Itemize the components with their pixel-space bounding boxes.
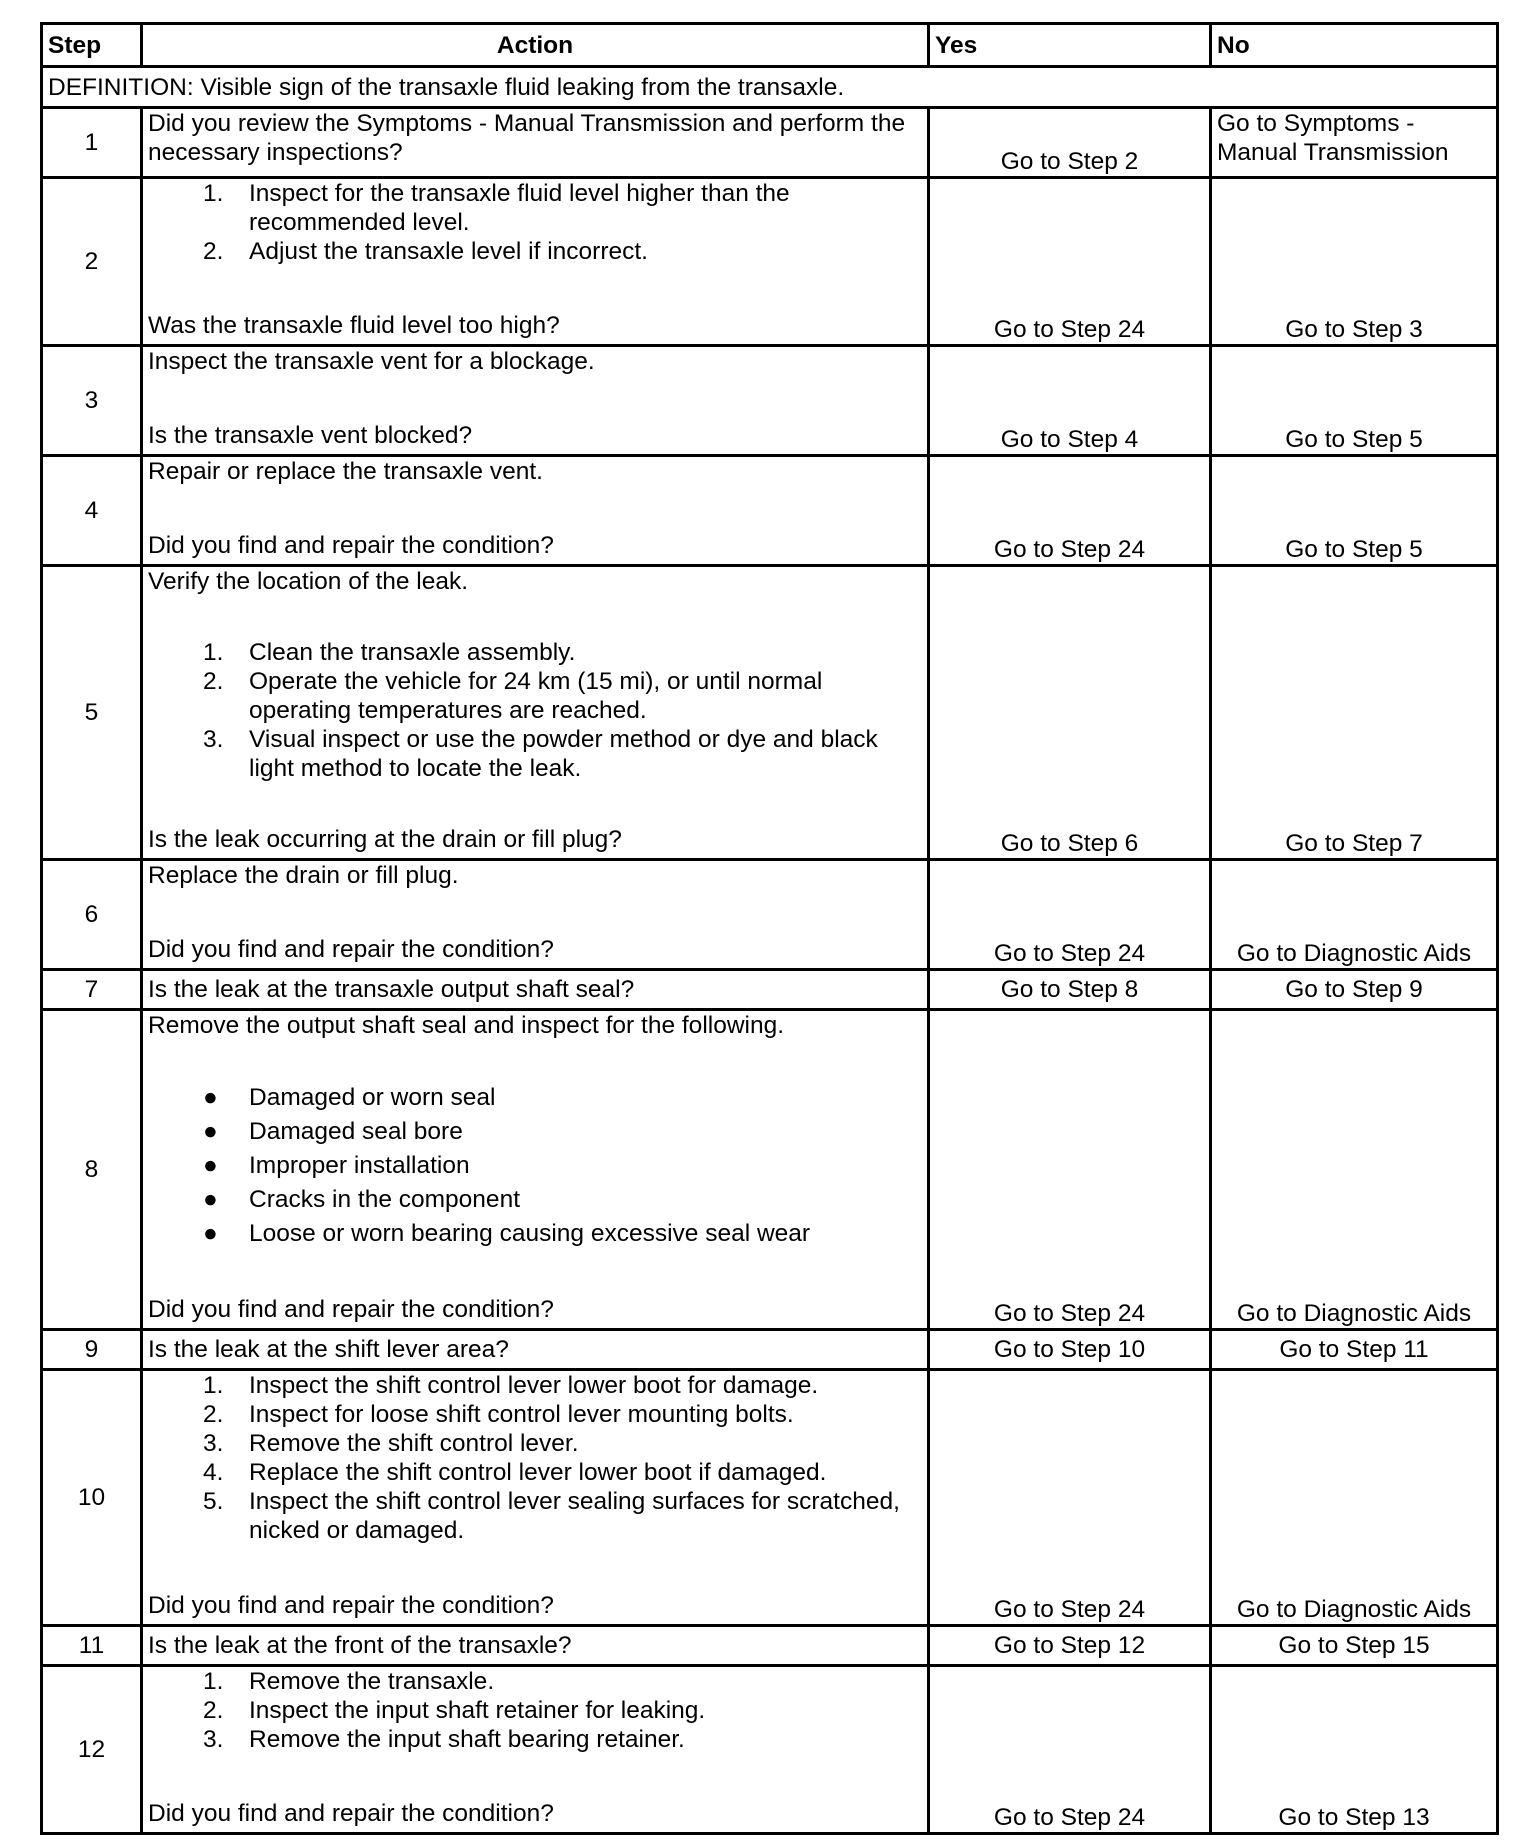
step-number: 4 [42,456,142,566]
list-item: 2. Operate the vehicle for 24 km (15 mi), or until normal operating temperatures are reached. [203,668,823,724]
table-row [42,346,1498,456]
step-number: 3 [42,346,142,456]
action-cell [142,1010,929,1330]
no-cell: Go to Step 5 [1211,456,1498,566]
yes-cell: Go to Step 24 [929,860,1211,970]
yes-cell: Go to Step 12 [929,1626,1211,1666]
step-number: 1 [42,108,142,178]
step-number: 2 [42,178,142,346]
action-cell [142,178,929,346]
action-cell [142,1370,929,1626]
action-cell [142,108,929,178]
action-question: Did you find and repair the condition? [148,532,554,559]
table-row [42,860,1498,970]
action-question: Is the transaxle vent blocked? [148,422,473,449]
action-question: Was the transaxle fluid level too high? [148,312,560,339]
step-number: 5 [42,566,142,860]
action-cell [142,970,929,1010]
header-action: Action [142,24,929,67]
action-cell [142,1330,929,1370]
list-item: 2. Adjust the transaxle level if incorrect. [203,238,648,265]
action-list [148,638,922,783]
list-item: 1. Inspect for the transaxle fluid level higher than the recommended level. [203,180,790,236]
action-list [148,1667,922,1754]
list-item: 1. Remove the transaxle. [203,1668,495,1695]
definition-row [42,67,1498,108]
header-step: Step [42,24,142,67]
action-intro: Is the leak at the front of the transaxle? [148,1632,572,1659]
list-item: 4. Replace the shift control lever lower boot if damaged. [203,1459,827,1486]
step-number: 10 [42,1370,142,1626]
bullet-item: ● Damaged seal bore [203,1117,463,1145]
list-item: 1. Inspect the shift control lever lower boot for damage. [203,1372,819,1399]
no-cell: Go to Step 9 [1211,970,1498,1010]
list-item: 2. Inspect for loose shift control lever mounting bolts. [203,1401,794,1428]
action-question: Is the leak occurring at the drain or fill plug? [148,826,622,853]
no-cell: Go to Symptoms - Manual Transmission [1211,108,1498,178]
no-cell: Go to Diagnostic Aids [1211,1010,1498,1330]
step-number: 11 [42,1626,142,1666]
header-no: No [1211,24,1498,67]
action-cell [142,1666,929,1834]
bullet-item: ● Cracks in the component [203,1185,520,1213]
list-item: 3. Remove the shift control lever. [203,1430,579,1457]
step-number: 9 [42,1330,142,1370]
action-cell [142,456,929,566]
table-row [42,1666,1498,1834]
definition-text: DEFINITION: Visible sign of the transaxle fluid leaking from the transaxle. [42,67,1498,108]
no-cell: Go to Step 5 [1211,346,1498,456]
action-intro: Remove the output shaft seal and inspect for the following. [148,1012,785,1039]
action-intro: Verify the location of the leak. [148,568,469,595]
step-number: 8 [42,1010,142,1330]
table-row [42,108,1498,178]
action-intro: Is the leak at the transaxle output shaft seal? [148,976,635,1003]
bullet-item: ● Damaged or worn seal [203,1083,496,1111]
yes-cell: Go to Step 8 [929,970,1211,1010]
table-row [42,566,1498,860]
yes-cell: Go to Step 24 [929,1010,1211,1330]
no-cell: Go to Step 7 [1211,566,1498,860]
action-intro: Inspect the transaxle vent for a blockage. [148,348,595,375]
action-intro: Replace the drain or fill plug. [148,862,459,889]
no-cell: Go to Step 11 [1211,1330,1498,1370]
action-question: Did you find and repair the condition? [148,1296,554,1323]
action-list [148,1371,922,1545]
action-cell [142,566,929,860]
list-item: 3. Remove the input shaft bearing retainer. [203,1726,685,1753]
yes-cell: Go to Step 24 [929,456,1211,566]
list-item: 1. Clean the transaxle assembly. [203,639,576,666]
action-intro: Is the leak at the shift lever area? [148,1336,509,1363]
yes-cell: Go to Step 4 [929,346,1211,456]
action-intro: Did you review the Symptoms - Manual Transmission and perform the necessary inspections? [148,110,906,166]
step-number: 6 [42,860,142,970]
yes-cell: Go to Step 10 [929,1330,1211,1370]
step-number: 12 [42,1666,142,1834]
action-question: Did you find and repair the condition? [148,1592,554,1619]
action-intro: Repair or replace the transaxle vent. [148,458,543,485]
yes-cell: Go to Step 2 [929,108,1211,178]
step-number: 7 [42,970,142,1010]
list-item: 5. Inspect the shift control lever sealing surfaces for scratched, nicked or damaged. [203,1488,900,1544]
table-row [42,1370,1498,1626]
action-bullets [148,1083,922,1253]
no-cell: Go to Step 15 [1211,1626,1498,1666]
table-row [42,970,1498,1010]
table-row [42,1330,1498,1370]
action-cell [142,1626,929,1666]
bullet-item: ● Improper installation [203,1151,470,1179]
action-cell [142,346,929,456]
header-yes: Yes [929,24,1211,67]
list-item: 2. Inspect the input shaft retainer for leaking. [203,1697,706,1724]
yes-cell: Go to Step 24 [929,1666,1211,1834]
table-row [42,1010,1498,1330]
list-item: 3. Visual inspect or use the powder method or dye and black light method to locate the leak. [203,726,878,782]
table-row [42,178,1498,346]
no-cell: Go to Diagnostic Aids [1211,1370,1498,1626]
action-cell [142,860,929,970]
action-question: Did you find and repair the condition? [148,936,554,963]
action-list [148,179,922,266]
yes-cell: Go to Step 6 [929,566,1211,860]
table-row [42,456,1498,566]
no-cell: Go to Diagnostic Aids [1211,860,1498,970]
diagnostic-table [40,22,1499,1835]
yes-cell: Go to Step 24 [929,178,1211,346]
no-cell: Go to Step 3 [1211,178,1498,346]
yes-cell: Go to Step 24 [929,1370,1211,1626]
table-row [42,1626,1498,1666]
bullet-item: ● Loose or worn bearing causing excessive seal wear [203,1219,811,1247]
header-row [42,24,1498,67]
no-cell: Go to Step 13 [1211,1666,1498,1834]
action-question: Did you find and repair the condition? [148,1800,554,1827]
